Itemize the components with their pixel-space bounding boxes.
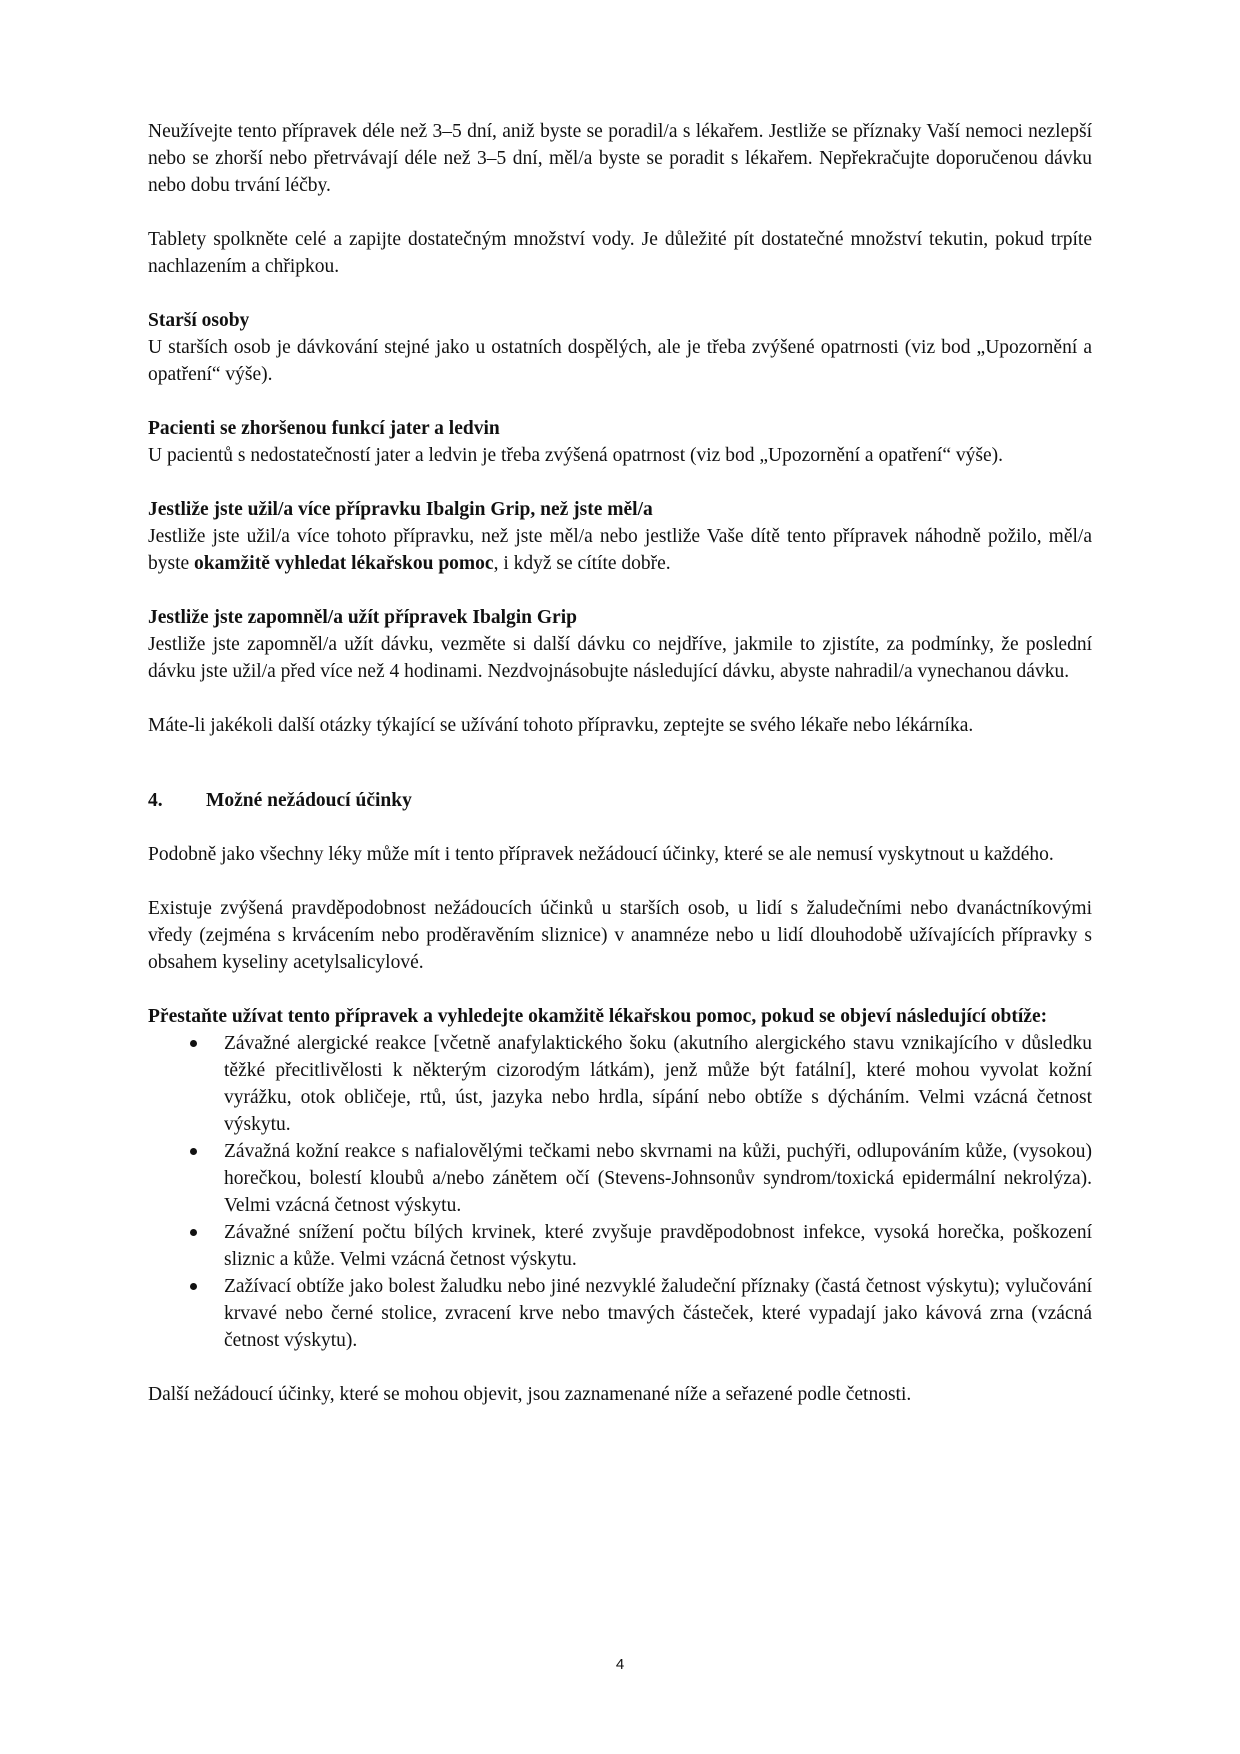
overdose-paragraph [148,523,1092,577]
overdose-text-start: Jestliže jste užil/a více tohoto přípravku, než jste měl/a nebo jestliže Vaše dítě tento přípravek náhodně požilo, měl/a byste [148,526,1092,574]
questions-paragraph: Máte-li jakékoli další otázky týkající se užívání tohoto přípravku, zeptejte se svého lékaře nebo lékárníka. [148,715,974,736]
page-number: 4 [615,1656,625,1673]
duration-paragraph: Neužívejte tento přípravek déle než 3–5 dní, aniž byste se poradil/a s lékařem. Jestliže se příznaky Vaší nemoci nezlepší nebo se zhorší nebo přetrvávají déle než 3–5 dní, měl/a byste se poradit s lékařem. Nepřekračujte doporučenou dávku nebo dobu trvání léčby. [148,121,1092,196]
list-item: Zažívací obtíže jako bolest žaludku nebo jiné nezvyklé žaludeční příznaky (častá četnost výskytu); vylučování krvavé nebo černé stolice, zvracení krve nebo tmavých částeček, které vypadají jako kávová zrna (vzácná četnost výskytu). [148,1273,1092,1354]
elderly-paragraph: U starších osob je dávkování stejné jako u ostatních dospělých, ale je třeba zvýšené opatrnosti (viz bod „Upozornění a opatření“ výše). [148,337,1092,385]
overdose-heading: Jestliže jste užil/a více přípravku Ibalgin Grip, než jste měl/a [148,499,653,520]
elderly-heading: Starší osoby [148,310,250,331]
risk-paragraph: Existuje zvýšená pravděpodobnost nežádoucích účinků u starších osob, u lidí s žaludečními nebo dvanáctníkovými vředy (zejména s krvácením nebo proděravěním sliznice) v anamnéze nebo u lidí dlouhodobě užívajících přípravky s obsahem kyseliny acetylsalicylové. [148,898,1092,973]
missed-dose-heading: Jestliže jste zapomněl/a užít přípravek Ibalgin Grip [148,607,577,628]
overdose-text-emphasis: okamžitě vyhledat lékařskou pomoc [194,553,494,574]
list-item: Závažné alergické reakce [včetně anafylaktického šoku (akutního alergického stavu vznikajícího v důsledku těžké přecitlivělosti k některým cizorodým látkám), jenž může být fatální], které mohou vyvolat kožní vyrážku, otok obličeje, rtů, úst, jazyka nebo hrdla, sípání nebo obtíže s dýcháním. Velmi vzácná četnost výskytu. [148,1030,1092,1138]
section-4-title: Možné nežádoucí účinky [206,790,412,811]
page-content [148,118,1092,1408]
liver-kidney-paragraph: U pacientů s nedostatečností jater a ledvin je třeba zvýšená opatrnost (viz bod „Upozornění a opatření“ výše). [148,445,1003,466]
liver-kidney-heading: Pacienti se zhoršenou funkcí jater a ledvin [148,418,500,439]
section-4-heading [148,787,1092,814]
side-effects-intro: Podobně jako všechny léky může mít i tento přípravek nežádoucí účinky, které se ale nemusí vyskytnout u každého. [148,844,1054,865]
tablet-paragraph: Tablety spolkněte celé a zapijte dostatečným množství vody. Je důležité pít dostatečné množství tekutin, pokud trpíte nachlazením a chřipkou. [148,229,1092,277]
stop-warning: Přestaňte užívat tento přípravek a vyhledejte okamžitě lékařskou pomoc, pokud se objeví následující obtíže: [148,1006,1048,1027]
overdose-text-end: , i když se cítíte dobře. [493,553,671,574]
list-item: Závažná kožní reakce s nafialovělými tečkami nebo skvrnami na kůži, puchýři, odlupováním kůže, (vysokou) horečkou, bolestí kloubů a/nebo zánětem očí (Stevens-Johnsonův syndrom/toxická epidermální nekrolýza). Velmi vzácná četnost výskytu. [148,1138,1092,1219]
section-4-number: 4. [148,790,163,811]
list-item: Závažné snížení počtu bílých krvinek, které zvyšuje pravděpodobnost infekce, vysoká horečka, poškození sliznic a kůže. Velmi vzácná četnost výskytu. [148,1219,1092,1273]
missed-dose-paragraph: Jestliže jste zapomněl/a užít dávku, vezměte si další dávku co nejdříve, jakmile to zjistíte, za podmínky, že poslední dávku jste užil/a před více než 4 hodinami. Nezdvojnásobujte následující dávku, abyste nahradil/a vynechanou dávku. [148,634,1092,682]
closing-paragraph: Další nežádoucí účinky, které se mohou objevit, jsou zaznamenané níže a seřazené podle četnosti. [148,1384,912,1405]
serious-effects-list [148,1030,1092,1354]
